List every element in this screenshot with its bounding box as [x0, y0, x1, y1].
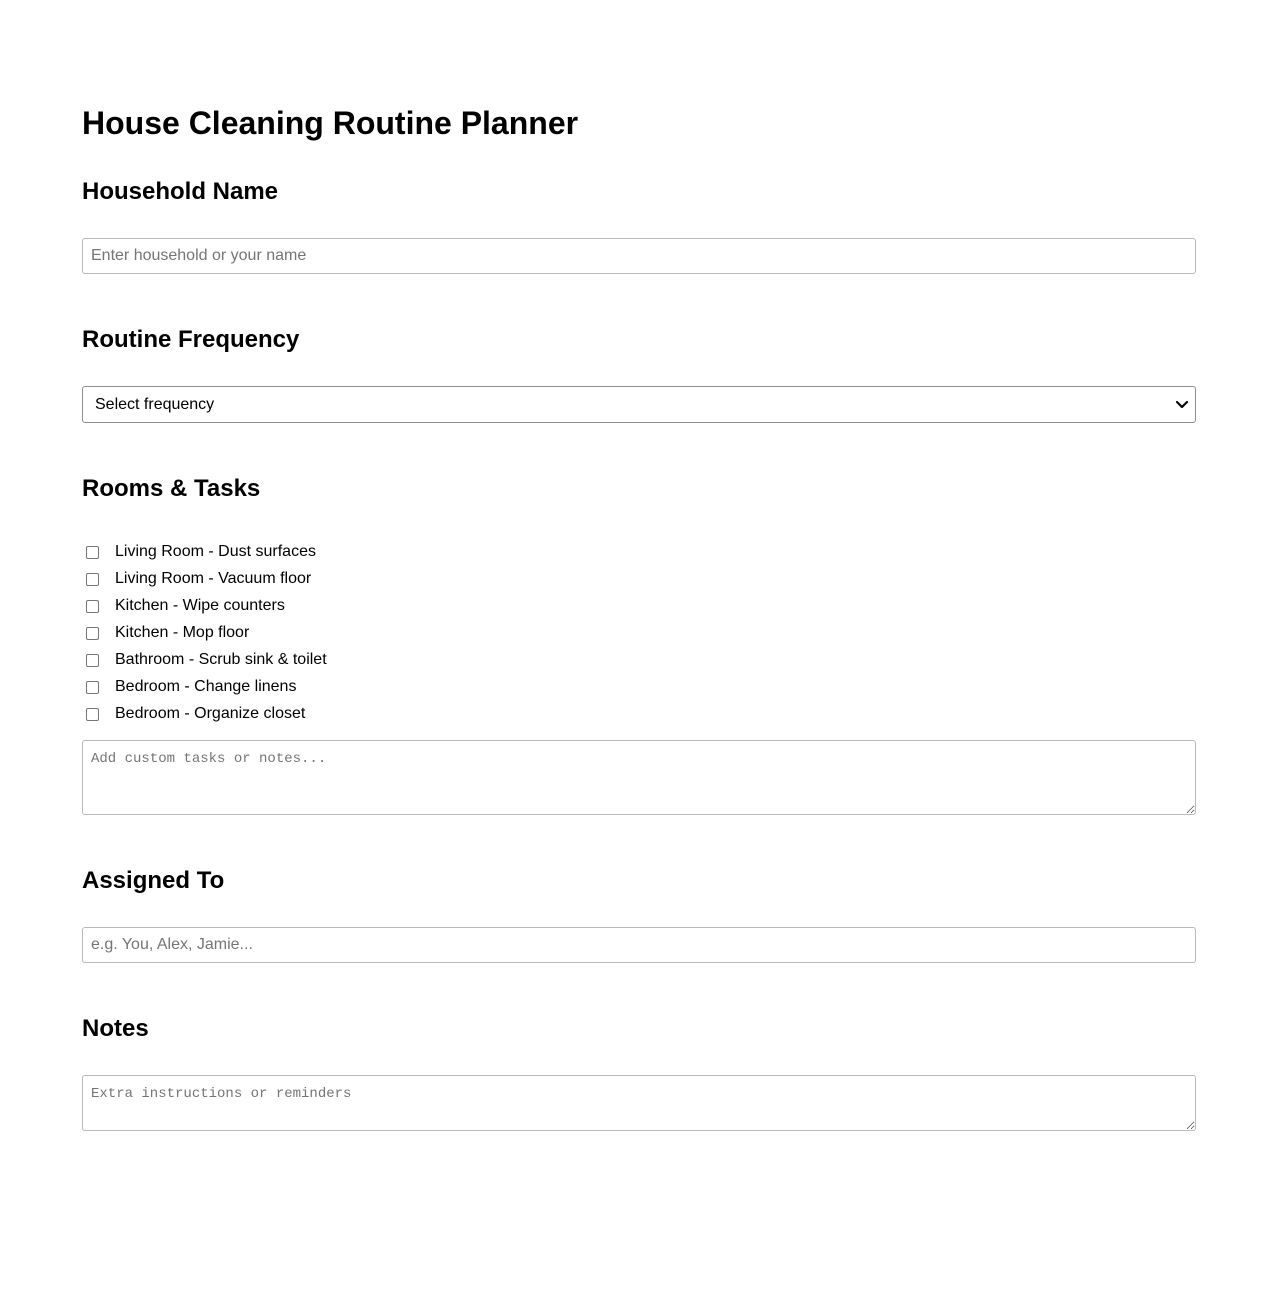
- task-checkbox[interactable]: [86, 627, 99, 640]
- task-label[interactable]: Bedroom - Organize closet: [115, 705, 306, 722]
- custom-tasks-textarea[interactable]: [82, 740, 1196, 815]
- task-label[interactable]: Living Room - Dust surfaces: [115, 543, 316, 560]
- task-checkbox[interactable]: [86, 546, 99, 559]
- routine-frequency-heading: Routine Frequency: [82, 326, 300, 353]
- assigned-to-heading: Assigned To: [82, 867, 225, 894]
- page-title: House Cleaning Routine Planner: [82, 105, 579, 141]
- frequency-select-value: Select frequency: [95, 396, 215, 413]
- notes-textarea[interactable]: [82, 1075, 1196, 1131]
- task-checkbox[interactable]: [86, 573, 99, 586]
- task-label[interactable]: Living Room - Vacuum floor: [115, 570, 312, 587]
- household-name-heading: Household Name: [82, 178, 279, 205]
- frequency-select[interactable]: [82, 386, 1196, 423]
- rooms-tasks-heading: Rooms & Tasks: [82, 475, 261, 502]
- task-label[interactable]: Kitchen - Mop floor: [115, 624, 250, 641]
- notes-heading: Notes: [82, 1015, 149, 1042]
- task-checkbox[interactable]: [86, 654, 99, 667]
- task-label[interactable]: Bathroom - Scrub sink & toilet: [115, 651, 327, 668]
- task-checkbox[interactable]: [86, 708, 99, 721]
- chevron-down-icon: [1174, 396, 1190, 412]
- task-label[interactable]: Kitchen - Wipe counters: [115, 597, 285, 614]
- task-label[interactable]: Bedroom - Change linens: [115, 678, 297, 695]
- assigned-to-input[interactable]: [82, 927, 1196, 963]
- household-name-input[interactable]: [82, 238, 1196, 274]
- task-checkbox[interactable]: [86, 600, 99, 613]
- task-checkbox[interactable]: [86, 681, 99, 694]
